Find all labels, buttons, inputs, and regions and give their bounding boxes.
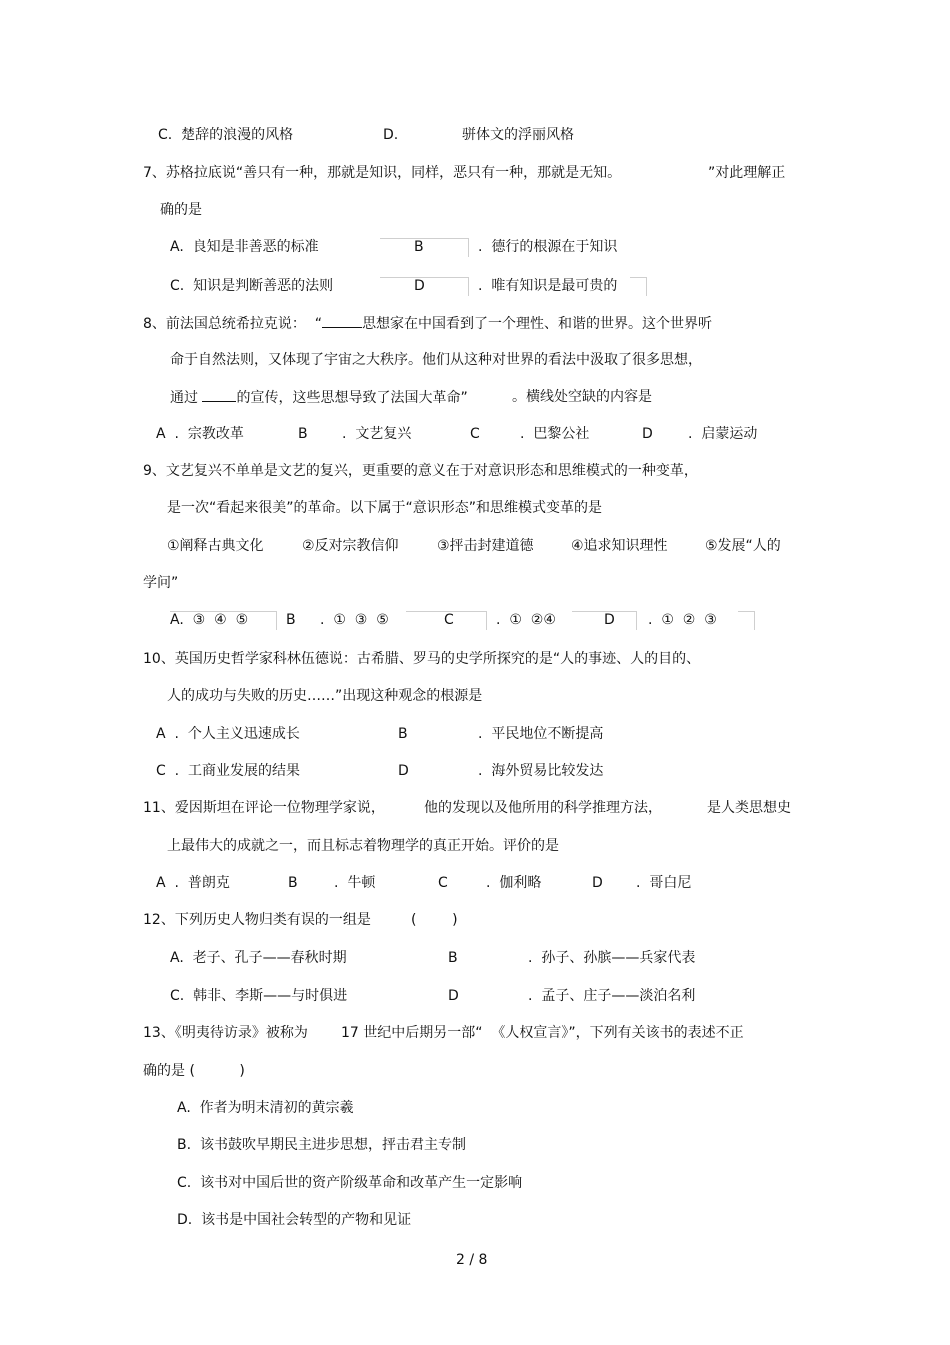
q7-table-edge [630, 277, 647, 296]
q11-option-c-text: . 伽利略 [486, 875, 542, 891]
q11-option-b-text: . 牛顿 [334, 875, 376, 891]
q7-option-c: C. 知识是判断善恶的法则 [170, 278, 334, 294]
q12-option-b-letter: B [448, 950, 458, 966]
q7-option-b-text: . 德行的根源在于知识 [478, 239, 618, 255]
q9-table-edge [738, 611, 755, 630]
q8-stem-line3: 通过 的宣传，这些思想导致了法国大革命” [170, 387, 468, 408]
q9-item-1: ①阐释古典文化 [167, 538, 264, 554]
q13-stem-line2: 确的是 ( ) [143, 1063, 245, 1079]
q8-stem-line2: 命于自然法则，又体现了宇宙之大秩序。他们从这种对世界的看法中汲取了很多思想， [170, 352, 702, 368]
q8-stem-line3-end: 。横线处空缺的内容是 [512, 389, 652, 405]
q12-option-c: C. 韩非、李斯——与时俱进 [170, 988, 348, 1004]
q7-stem-line1-end: ”对此理解正 [708, 165, 786, 181]
q10-option-b-text: . 平民地位不断提高 [478, 726, 604, 742]
q11-option-a: A . 普朗克 [156, 875, 230, 891]
q11-stem-line1-a: 11、爱因斯坦在评论一位物理学家说， [143, 800, 385, 816]
q12-option-b-text: . 孙子、孙膑——兵家代表 [528, 950, 696, 966]
q8-option-d-text: . 启蒙运动 [688, 426, 758, 442]
q8-option-c-text: . 巴黎公社 [520, 426, 590, 442]
q7-option-d-text: . 唯有知识是最可贵的 [478, 278, 618, 294]
page-number: 2 / 8 [456, 1252, 488, 1268]
q13-stem-line1-a: 13、《明夷待访录》被称为 [143, 1025, 308, 1041]
q10-option-b-letter: B [398, 726, 408, 742]
q9-option-d-letter: D [604, 612, 615, 628]
q9-item-2: ②反对宗教信仰 [302, 538, 399, 554]
q11-stem-line1-c: 是人类思想史 [707, 800, 791, 816]
q7-option-b-cell [380, 238, 469, 257]
q12-answer-paren: ( ) [411, 912, 458, 928]
q9-option-b-letter: B [286, 612, 296, 628]
q8-blank-1 [322, 313, 362, 328]
q13-option-c: C. 该书对中国后世的资产阶级革命和改革产生一定影响 [177, 1175, 523, 1191]
q10-stem-line2: 人的成功与失败的历史……”出现这种观念的根源是 [167, 688, 483, 704]
q11-option-b-letter: B [288, 875, 298, 891]
q8-option-d-letter: D [642, 426, 653, 442]
q9-option-c-text: . ① ②④ [496, 612, 556, 628]
q6-option-d-letter: D. [383, 127, 399, 143]
q11-option-c-letter: C [438, 875, 448, 891]
q8-blank-2 [202, 387, 236, 402]
q9-item-5: ⑤发展“人的 [705, 538, 781, 554]
q9-item-3: ③抨击封建道德 [437, 538, 534, 554]
q11-stem-line2: 上最伟大的成就之一，而且标志着物理学的真正开始。评价的是 [167, 838, 559, 854]
q9-option-b-text: . ① ③ ⑤ [320, 612, 389, 628]
q12-option-d-text: . 孟子、庄子——淡泊名利 [528, 988, 696, 1004]
q10-option-a: A . 个人主义迅速成长 [156, 726, 300, 742]
q8-option-b-text: . 文艺复兴 [342, 426, 412, 442]
q13-option-d: D. 该书是中国社会转型的产物和见证 [177, 1212, 412, 1228]
q7-option-b-letter: B [414, 239, 424, 255]
q11-option-d-text: . 哥白尼 [636, 875, 692, 891]
q9-stem-line2: 是一次“看起来很美”的革命。以下属于“意识形态”和思维模式变革的是 [167, 500, 603, 516]
q7-stem-line2: 确的是 [160, 202, 202, 218]
q13-option-b: B. 该书鼓吹早期民主进步思想，抨击君主专制 [177, 1137, 466, 1153]
q13-stem-line1-b: 17 世纪中后期另一部“ 《人权宣言》”，下列有关该书的表述不正 [341, 1025, 744, 1041]
q9-stem-line4: 学问” [143, 575, 179, 591]
q8-option-a: A . 宗教改革 [156, 426, 244, 442]
q8-option-b-letter: B [298, 426, 308, 442]
q11-option-d-letter: D [592, 875, 603, 891]
q9-option-d-text: . ① ② ③ [648, 612, 717, 628]
q7-stem-line1: 7、苏格拉底说“善只有一种，那就是知识，同样，恶只有一种，那就是无知。 [143, 165, 622, 181]
q8-stem-line1: 8、前法国总统希拉克说： “ 思想家在中国看到了一个理性、和谐的世界。这个世界听 [143, 313, 712, 334]
q7-option-d-letter: D [414, 278, 425, 294]
q9-item-4: ④追求知识理性 [571, 538, 668, 554]
q9-option-a: A. ③ ④ ⑤ [170, 612, 249, 628]
q12-option-d-letter: D [448, 988, 459, 1004]
q10-option-c: C . 工商业发展的结果 [156, 763, 301, 779]
q6-option-d-text: 骈体文的浮丽风格 [462, 127, 574, 143]
q10-option-d-text: . 海外贸易比较发达 [478, 763, 604, 779]
q9-option-c-letter: C [444, 612, 454, 628]
q12-stem: 12、下列历史人物归类有误的一组是 [143, 912, 371, 928]
q10-stem-line1: 10、英国历史哲学家科林伍德说：古希腊、罗马的史学所探究的是“人的事迹、人的目的、 [143, 651, 701, 667]
q7-option-a: A. 良知是非善恶的标准 [170, 239, 319, 255]
q11-stem-line1-b: 他的发现以及他所用的科学推理方法， [424, 800, 662, 816]
q12-option-a: A. 老子、孔子——春秋时期 [170, 950, 347, 966]
q9-stem-line1: 9、文艺复兴不单单是文艺的复兴，更重要的意义在于对意识形态和思维模式的一种变革， [143, 463, 698, 479]
q10-option-d-letter: D [398, 763, 409, 779]
q8-option-c-letter: C [470, 426, 480, 442]
q13-option-a: A. 作者为明末清初的黄宗羲 [177, 1100, 354, 1116]
q6-option-c: C. 楚辞的浪漫的风格 [158, 127, 294, 143]
